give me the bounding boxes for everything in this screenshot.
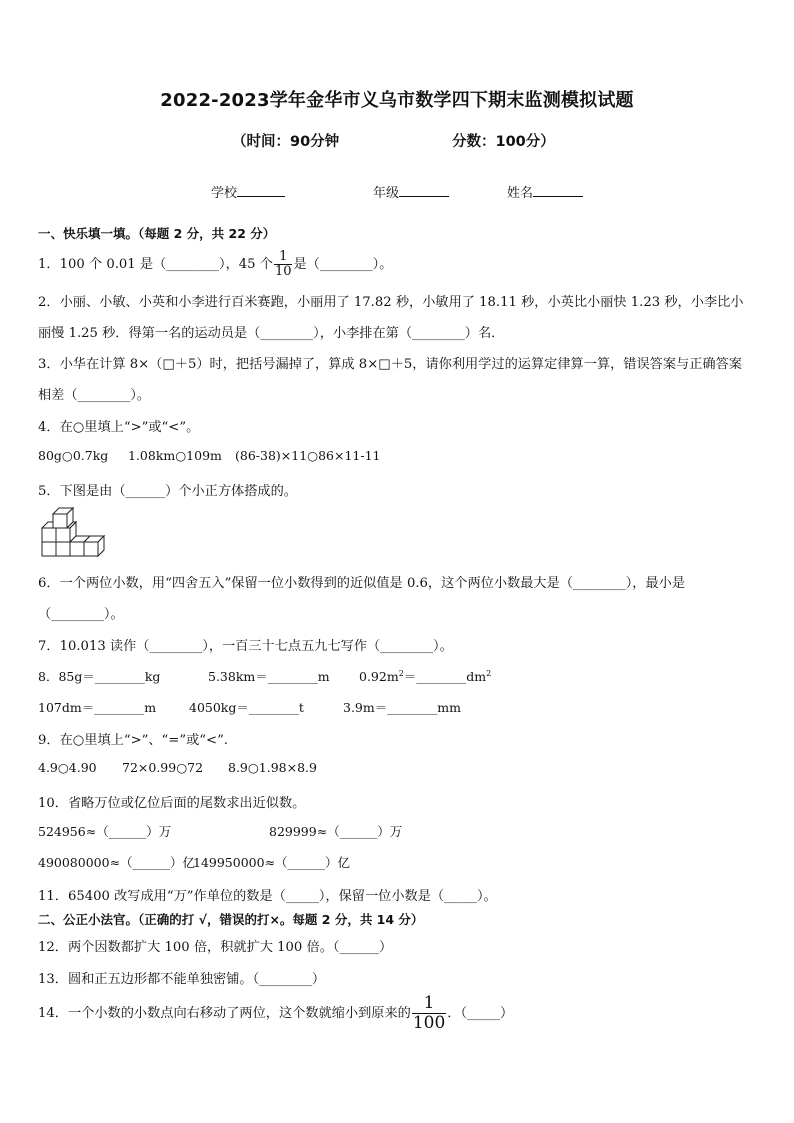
name-field[interactable] <box>507 182 583 201</box>
section1-heading: 一、快乐填一填。（每题 2 分，共 22 分） <box>38 226 276 241</box>
question-2-line1: 2．小丽、小敏、小英和小李进行百米赛跑，小丽用了 17.82 秒，小敏用了 18.11 秒，小英比小丽快 1.23 秒，小李比小 <box>38 295 744 310</box>
page-title: 2022-2023学年金华市义乌市数学四下期末监测模拟试题 <box>160 90 634 111</box>
question-5: 5．下图是由（______）个小正方体搭成的。 <box>38 484 297 499</box>
question-4-b: 1.08km○109m <box>128 448 222 463</box>
grade-label: 年级 <box>373 186 400 201</box>
exam-time: （时间：90分钟 <box>232 134 340 150</box>
question-9-c: 8.9○1.98×8.9 <box>228 760 317 775</box>
question-8-b: 5.38km＝________m <box>208 669 330 684</box>
name-label: 姓名 <box>507 186 534 201</box>
question-8-d: 107dm＝________m <box>38 700 157 715</box>
question-10-c: 490080000≈（______）亿 <box>38 855 196 870</box>
question-9-a: 4.9○4.90 <box>38 760 97 775</box>
fraction-1-100: $\frac{1}{100}$ <box>412 993 446 1033</box>
question-3-line2: 相差（________）。 <box>38 388 151 403</box>
question-8-c: $0.92m^2=\_\_\_\_\_\_\_\_dm^2$ <box>359 668 492 684</box>
question-8-e: 4050kg＝________t <box>189 700 304 715</box>
question-12: 12．两个因数都扩大 100 倍，积就扩大 100 倍。（______） <box>38 940 393 955</box>
question-10-b: 829999≈（______）万 <box>269 824 403 839</box>
question-4: 4．在○里填上“>”或“<”。 <box>38 420 200 435</box>
question-1: 1．100 个 0.01 是（________），45 个 $\frac{1}{10}$ 是（________）。 <box>38 249 393 279</box>
question-10: 10．省略万位或亿位后面的尾数求出近似数。 <box>38 796 306 811</box>
school-field[interactable] <box>211 182 285 201</box>
question-6-line2: （________）。 <box>38 607 124 622</box>
grade-field[interactable] <box>373 182 449 201</box>
fraction-1-10: $\frac{1}{10}$ <box>274 249 292 279</box>
exam-score: 分数：100分） <box>452 134 555 150</box>
question-14: 14．一个小数的小数点向右移动了两位，这个数就缩小到原来的 $\frac{1}{100}$ ．（_____） <box>38 993 514 1033</box>
section2-heading: 二、公正小法官。（正确的打 √，错误的打×。每题 2 分，共 14 分） <box>38 912 424 927</box>
school-label: 学校 <box>211 186 238 201</box>
question-10-a: 524956≈（______）万 <box>38 824 172 839</box>
question-3-line1: 3．小华在计算 8×（□＋5）时，把括号漏掉了，算成 8×□＋5，请你利用学过的运算定律算一算，错误答案与正确答案 <box>38 357 742 372</box>
question-9-b: 72×0.99○72 <box>122 760 204 775</box>
question-11: 11．65400 改写成用“万”作单位的数是（_____），保留一位小数是（_____）。 <box>38 889 497 904</box>
question-8-f: 3.9m＝________mm <box>343 700 461 715</box>
question-2-line2: 丽慢 1.25 秒．得第一名的运动员是（________），小李排在第（________）名． <box>38 326 505 341</box>
question-13: 13．圆和正五边形都不能单独密铺。（________） <box>38 972 326 987</box>
cube-stack-figure <box>40 504 110 560</box>
question-4-c: (86-38)×11○86×11-11 <box>235 448 381 463</box>
question-4-a: 80g○0.7kg <box>38 448 109 463</box>
question-8-a: 8．85g＝________kg <box>38 669 161 684</box>
question-6-line1: 6．一个两位小数，用“四舍五入”保留一位小数得到的近似值是 0.6，这个两位小数最大是（________），最小是 <box>38 576 686 591</box>
question-9: 9．在○里填上“>”、“=”或“<”. <box>38 733 229 748</box>
question-10-d: 149950000≈（______）亿 <box>193 855 351 870</box>
question-7: 7．10.013 读作（________），一百三十七点五九七写作（________）。 <box>38 639 453 654</box>
